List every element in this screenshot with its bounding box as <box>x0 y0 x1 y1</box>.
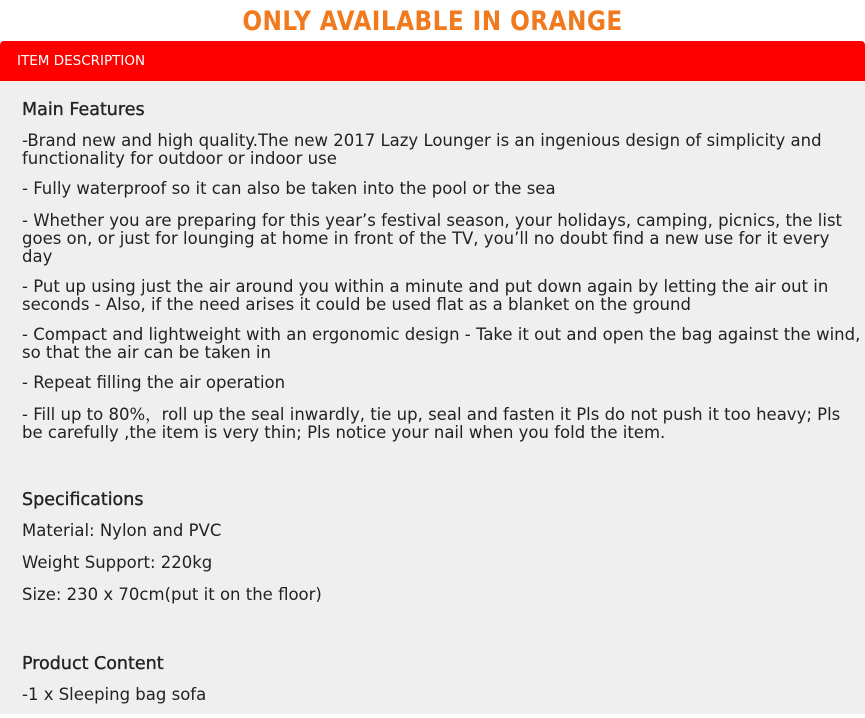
feature-item: - Whether you are preparing for this year’s festival season, your holidays, camping, picnics, the list goes on, or just for lounging at home in front of the TV, you’ll no doubt find a new use for it every day <box>22 211 843 266</box>
feature-item: - Repeat filling the air operation <box>22 373 286 392</box>
feature-item: - Put up using just the air around you within a minute and put down again by letting the air out in seconds - Also, if the need arises it could be used flat as a blanket on the ground <box>22 277 829 314</box>
feature-item: - Compact and lightweight with an ergonomic design - Take it out and open the bag against the wind, so that the air can be taken in <box>22 325 861 362</box>
item-description-tab[interactable] <box>0 41 865 81</box>
product-content-heading: Product Content <box>22 654 164 674</box>
specification-item: Weight Support: 220kg <box>22 553 213 572</box>
feature-item: -Brand new and high quality.The new 2017 Lazy Lounger is an ingenious design of simplicity and functionality for outdoor or indoor use <box>22 131 822 168</box>
section-spacer <box>22 454 862 490</box>
main-features-heading: Main Features <box>22 100 145 120</box>
section-spacer <box>22 618 862 654</box>
specification-item: Material: Nylon and PVC <box>22 521 222 540</box>
description-content <box>22 100 862 718</box>
specifications-heading: Specifications <box>22 490 144 510</box>
product-content-item: -1 x Sleeping bag sofa <box>22 685 207 704</box>
feature-item: - Fill up to 80%，roll up the seal inwardly, tie up, seal and fasten it Pls do not push it too heavy; Pls be carefully ,the item is very thin; Pls notice your nail when you fold the item. <box>22 405 841 442</box>
feature-item: - Fully waterproof so it can also be taken into the pool or the sea <box>22 179 556 198</box>
item-description-tab-label: ITEM DESCRIPTION <box>17 53 146 69</box>
specification-item: Size: 230 x 70cm(put it on the floor) <box>22 585 322 604</box>
promo-banner: ONLY AVAILABLE IN ORANGE <box>242 6 623 37</box>
